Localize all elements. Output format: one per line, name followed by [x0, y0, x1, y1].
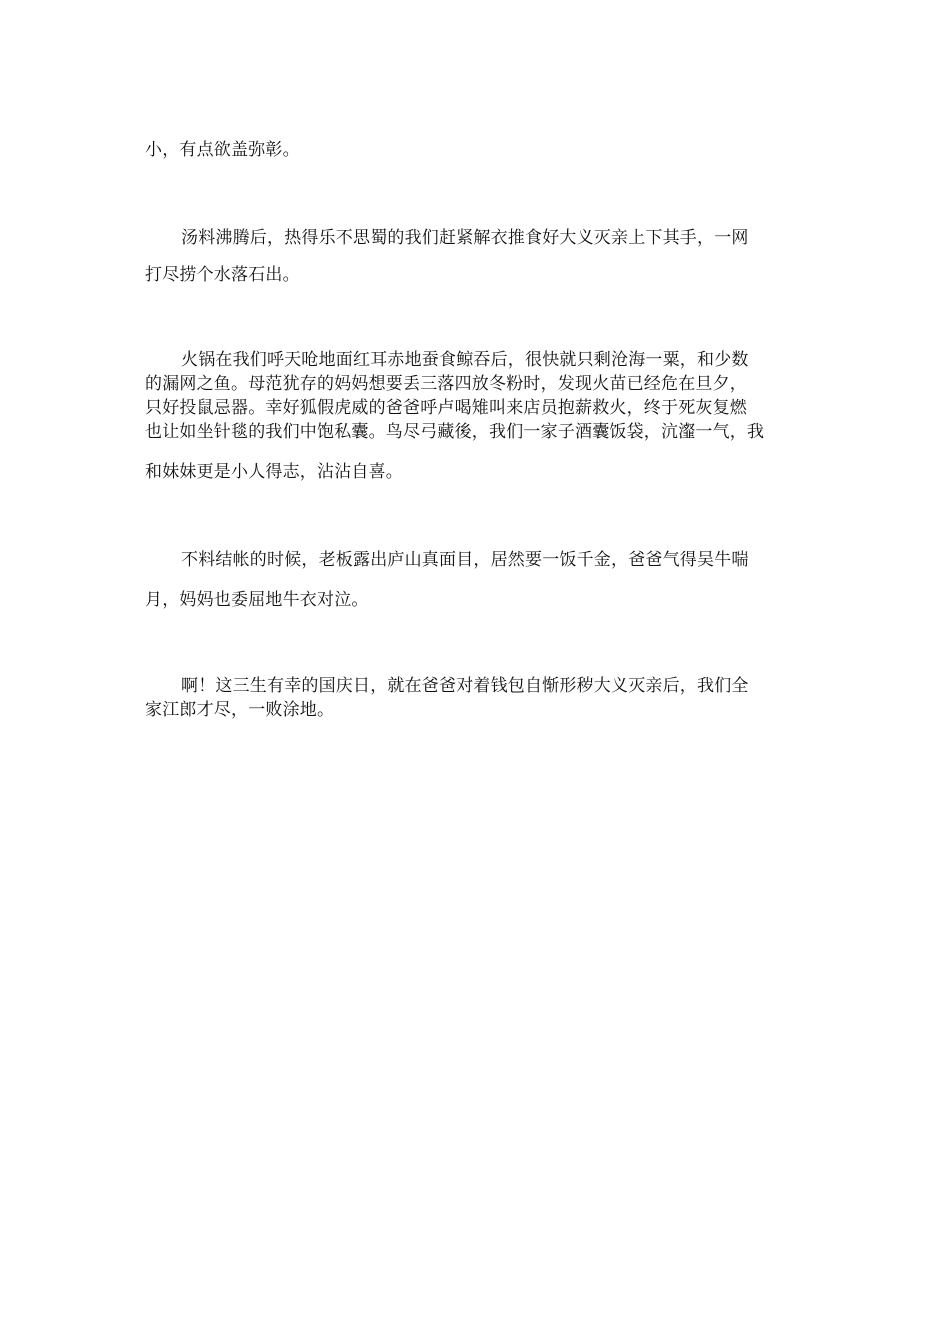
paragraph-line: 小，有点欲盖弥彰。 — [145, 140, 300, 160]
paragraph-line: 的漏网之鱼。母范犹存的妈妈想要丢三落四放冬粉时，发现火苗已经危在旦夕， — [145, 374, 747, 394]
paragraph-line: 啊！这三生有幸的国庆日，就在爸爸对着钱包自惭形秽大义灭亲后，我们全 — [181, 676, 749, 696]
paragraph-line: 汤料沸腾后，热得乐不思蜀的我们赶紧解衣推食好大义灭亲上下其手，一网 — [181, 228, 749, 248]
paragraph-line: 火锅在我们呼天呛地面红耳赤地蚕食鲸吞后，很快就只剩沧海一粟，和少数 — [181, 350, 749, 370]
paragraph-line: 月，妈妈也委屈地牛衣对泣。 — [145, 590, 369, 610]
paragraph-line: 家江郎才尽，一败涂地。 — [145, 700, 335, 720]
paragraph-line: 也让如坐针毯的我们中饱私囊。鸟尽弓藏後，我们一家子酒囊饭袋，沆瀣一气，我 — [145, 422, 765, 442]
paragraph-line: 不料结帐的时候，老板露出庐山真面目，居然要一饭千金，爸爸气得吴牛喘 — [181, 550, 749, 570]
paragraph-line: 只好投鼠忌器。幸好狐假虎威的爸爸呼卢喝雉叫来店员抱薪救火，终于死灰复燃 — [145, 398, 747, 418]
paragraph-line: 和妹妹更是小人得志，沾沾自喜。 — [145, 462, 403, 482]
paragraph-line: 打尽捞个水落石出。 — [145, 265, 300, 285]
